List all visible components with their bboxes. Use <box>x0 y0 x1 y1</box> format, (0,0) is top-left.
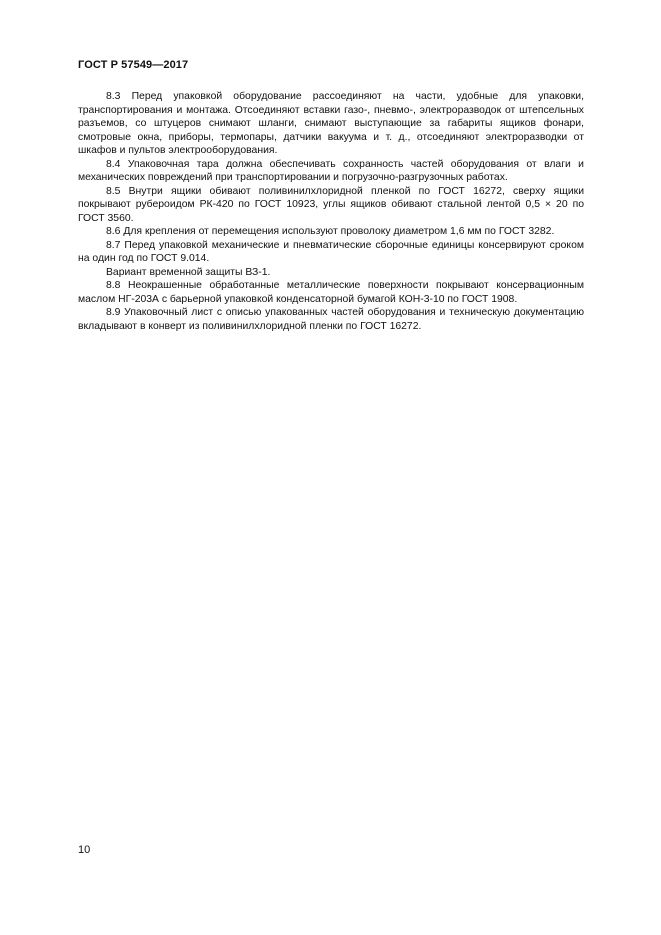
paragraph-8-8: 8.8 Неокрашенные обработанные металлические поверхности покрывают консервационным маслом НГ-203А с барьерной упаковкой конденсаторной бумагой КОН-3-10 по ГОСТ 1908. <box>78 280 584 305</box>
paragraph-8-3: 8.3 Перед упаковкой оборудование рассоединяют на части, удобные для упаковки, транспортирования и монтажа. Отсоединяют вставки газо-, пневмо-, электроразводок от штепсельных разъемов, со штуцеров снимают шланги, снимают выступающие за габариты ящиков фонари, смотровые окна, приборы, термопары, датчики вакуума и т. д., отсоединяют электроразводки от шкафов и пультов электрооборудования. <box>78 91 584 156</box>
paragraph-8-4: 8.4 Упаковочная тара должна обеспечивать сохранность частей оборудования от влаги и механических повреждений при транспортировании и погрузочно-разгрузочных работах. <box>78 158 584 183</box>
section-8-text <box>78 90 584 333</box>
page-number: 10 <box>78 844 91 856</box>
paragraph-8-7: 8.7 Перед упаковкой механические и пневматические сборочные единицы консервируют сроком на один год по ГОСТ 9.014. <box>78 239 584 264</box>
paragraph-8-5: 8.5 Внутри ящики обивают поливинилхлоридной пленкой по ГОСТ 16272, сверху ящики покрывают рубероидом РК-420 по ГОСТ 10923, углы ящиков обивают стальной лентой 0,5 × 20 по ГОСТ 3560. <box>78 185 584 224</box>
paragraph-8-9: 8.9 Упаковочный лист с описью упакованных частей оборудования и техническую документацию вкладывают в конверт из поливинилхлоридной пленки по ГОСТ 16272. <box>78 307 584 332</box>
paragraph-protection-variant: Вариант временной защиты ВЗ-1. <box>106 266 271 278</box>
document-header-code: ГОСТ Р 57549—2017 <box>78 59 189 71</box>
paragraph-8-6: 8.6 Для крепления от перемещения используют проволоку диаметром 1,6 мм по ГОСТ 3282. <box>106 226 555 237</box>
